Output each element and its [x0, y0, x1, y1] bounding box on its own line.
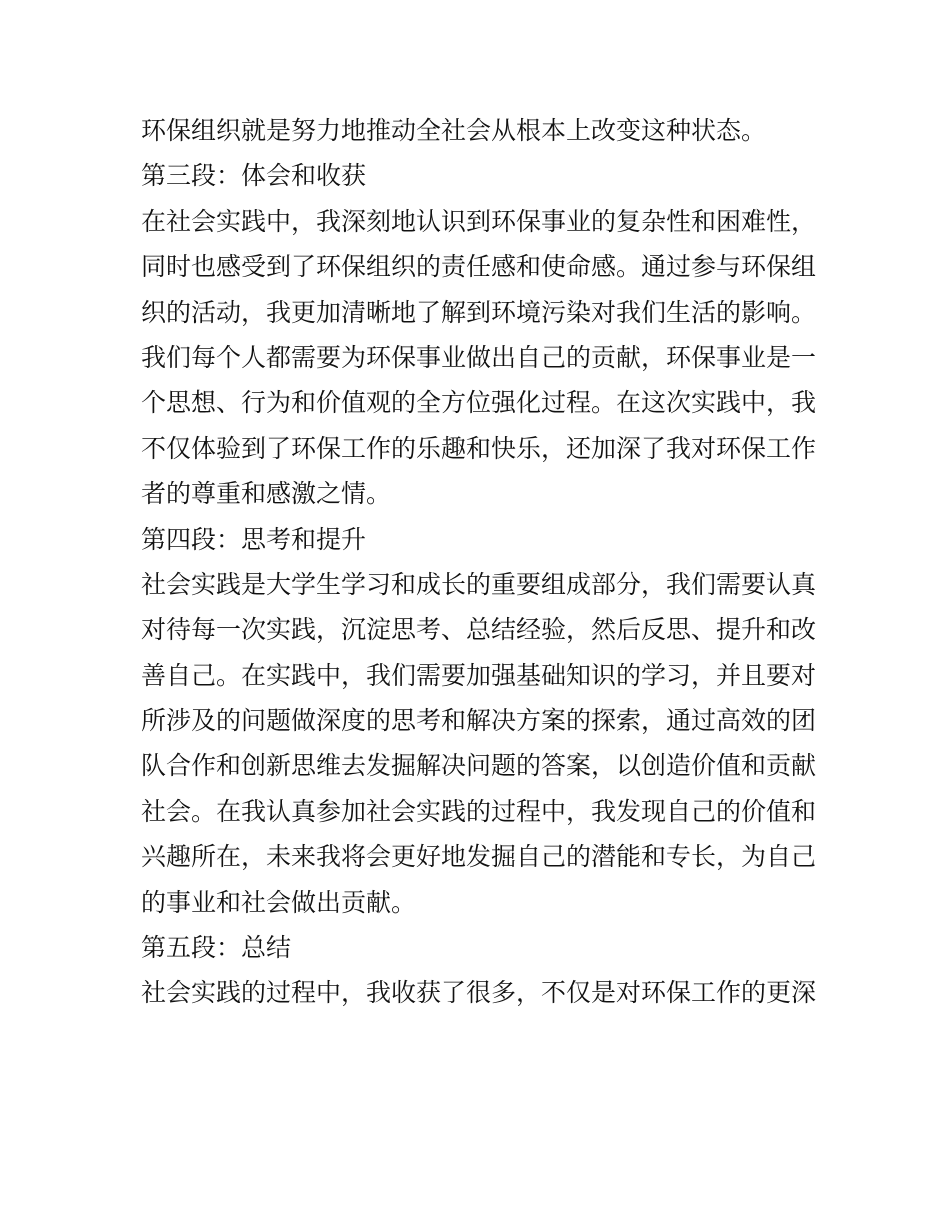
section-heading-5: 第五段：总结	[141, 933, 292, 963]
section-heading-4: 第四段：思考和提升	[141, 524, 367, 554]
paragraph-line: 善自己。在实践中，我们需要加强基础知识的学习，并且要对	[141, 660, 817, 690]
paragraph-line: 者的尊重和感激之情。	[141, 479, 392, 509]
document-body	[141, 108, 821, 1016]
paragraph-line: 个思想、行为和价值观的全方位强化过程。在这次实践中，我	[141, 388, 817, 418]
paragraph-line: 队合作和创新思维去发掘解决问题的答案，以创造价值和贡献	[141, 751, 817, 781]
paragraph-line: 同时也感受到了环保组织的责任感和使命感。通过参与环保组	[141, 252, 817, 282]
paragraph-line: 不仅体验到了环保工作的乐趣和快乐，还加深了我对环保工作	[141, 433, 817, 463]
paragraph-line: 所涉及的问题做深度的思考和解决方案的探索，通过高效的团	[141, 706, 817, 736]
paragraph-line: 对待每一次实践，沉淀思考、总结经验，然后反思、提升和改	[141, 615, 817, 645]
paragraph-line: 的事业和社会做出贡献。	[141, 887, 417, 917]
paragraph-line: 社会实践的过程中，我收获了很多，不仅是对环保工作的更深	[141, 978, 817, 1008]
paragraph-line: 环保组织就是努力地推动全社会从根本上改变这种状态。	[141, 116, 767, 145]
paragraph-line: 兴趣所在，未来我将会更好地发掘自己的潜能和专长，为自己	[141, 842, 817, 872]
paragraph-line: 织的活动，我更加清晰地了解到环境污染对我们生活的影响。	[141, 297, 817, 327]
paragraph-line: 在社会实践中，我深刻地认识到环保事业的复杂性和困难性，	[141, 206, 817, 236]
paragraph-line: 社会实践是大学生学习和成长的重要组成部分，我们需要认真	[141, 569, 817, 599]
paragraph-line: 社会。在我认真参加社会实践的过程中，我发现自己的价值和	[141, 796, 817, 826]
section-heading-3: 第三段：体会和收获	[141, 161, 367, 191]
paragraph-line: 我们每个人都需要为环保事业做出自己的贡献，环保事业是一	[141, 342, 817, 372]
